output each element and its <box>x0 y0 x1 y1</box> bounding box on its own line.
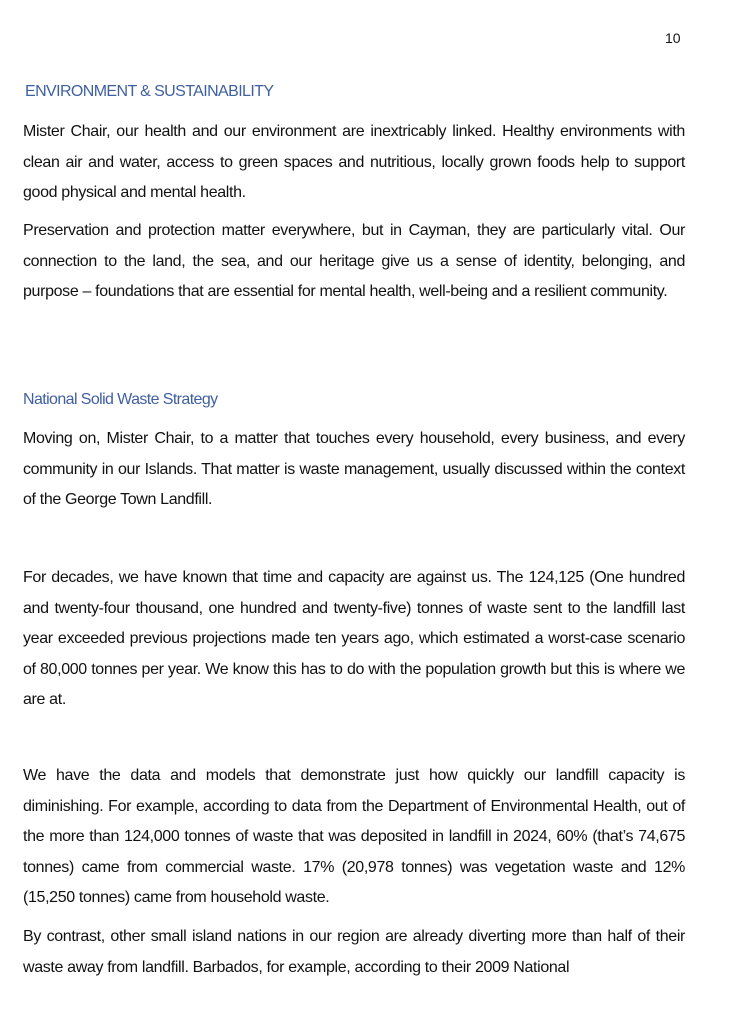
section-heading-waste-strategy: National Solid Waste Strategy <box>23 391 218 408</box>
paragraph: By contrast, other small island nations in our region are already diverting more than half of their waste away from landfill. Barbados, for example, according to their 2009 National <box>23 928 685 976</box>
paragraph: Mister Chair, our health and our environment are inextricably linked. Healthy environments with clean air and water, access to green spaces and nutritious, locally grown foods help to support good physical and mental health. <box>23 123 685 201</box>
paragraph: Preservation and protection matter everywhere, but in Cayman, they are particularly vital. Our connection to the land, the sea, and our heritage give us a sense of identity, belonging, and purpose – foundations that are essential for mental health, well-being and a resilient community. <box>23 222 685 300</box>
page-number: 10 <box>665 30 681 46</box>
paragraph: Moving on, Mister Chair, to a matter that touches every household, every business, and every community in our Islands. That matter is waste management, usually discussed within the context of the George Town Landfill. <box>23 430 685 508</box>
paragraph: For decades, we have known that time and capacity are against us. The 124,125 (One hundred and twenty-four thousand, one hundred and twenty-five) tonnes of waste sent to the landfill last year exceeded previous projections made ten years ago, which estimated a worst-case scenario of 80,000 tonnes per year. We know this has to do with the population growth but this is where we are at. <box>23 569 685 708</box>
section-heading-environment: ENVIRONMENT & SUSTAINABILITY <box>25 83 274 100</box>
paragraph: We have the data and models that demonstrate just how quickly our landfill capacity is diminishing. For example, according to data from the Department of Environmental Health, out of the more than 124,000 tonnes of waste that was deposited in landfill in 2024, 60% (that’s 74,675 tonnes) came from commercial waste. 17% (20,978 tonnes) was vegetation waste and 12% (15,250 tonnes) came from household waste. <box>23 767 685 906</box>
